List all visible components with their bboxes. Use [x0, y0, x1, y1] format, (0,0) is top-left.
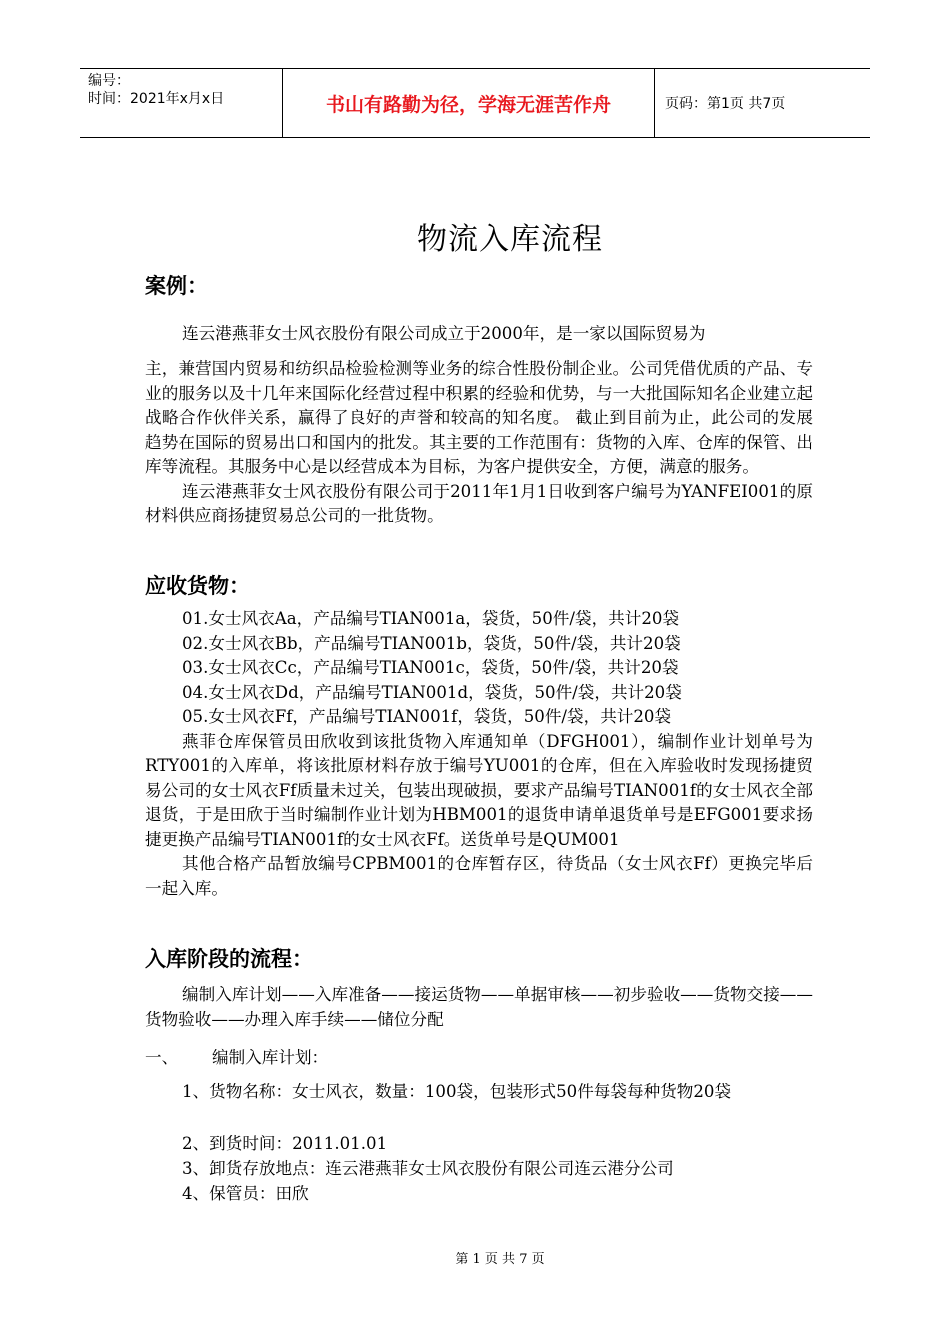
case-paragraph-2: 连云港燕菲女士风衣股份有限公司于2011年1月1日收到客户编号为YANFEI001的原材料供应商扬捷贸易总公司的一批货物。: [145, 481, 813, 525]
header-page-info: 页码：第1页 共7页: [665, 96, 786, 112]
step-1-number: 一、: [145, 1048, 179, 1067]
goods-item: 04.女士风衣Dd，产品编号TIAN001d，袋货，50件/袋，共计20袋: [182, 682, 682, 702]
process-flow: [145, 983, 813, 1032]
plan-item: 4、保管员：田欣: [182, 1184, 309, 1203]
goods-body: [145, 607, 813, 901]
goods-item: 03.女士风衣Cc，产品编号TIAN001c，袋货，50件/袋，共计20袋: [182, 658, 679, 677]
header-motto: 书山有路勤为径，学海无涯苦作舟: [282, 69, 655, 137]
document-number-label: 编号：: [88, 73, 130, 89]
process-flow-text: 编制入库计划——入库准备——接运货物——单据审核——初步验收——货物交接——货物验收——办理入库手续——储位分配: [145, 985, 813, 1029]
page-footer: 第 1 页 共 7 页: [455, 1252, 545, 1267]
goods-item: 01.女士风衣Aa，产品编号TIAN001a，袋货，50件/袋，共计20袋: [182, 609, 680, 628]
goods-item: 02.女士风衣Bb，产品编号TIAN001b，袋货，50件/袋，共计20袋: [182, 633, 681, 653]
process-heading: 入库阶段的流程：: [145, 947, 313, 971]
document-date: 时间：2021年x月x日: [88, 91, 225, 107]
plan-list: [182, 1080, 813, 1105]
goods-paragraph-2: 其他合格产品暂放编号CPBM001的仓库暂存区，待货品（女士风衣Ff）更换完毕后一起入库。: [145, 854, 813, 898]
goods-item: 05.女士风衣Ff，产品编号TIAN001f，袋货，50件/袋，共计20袋: [182, 707, 672, 726]
page-title: 物流入库流程: [417, 222, 603, 257]
case-first-line: 连云港燕菲女士风衣股份有限公司成立于2000年，是一家以国际贸易为: [182, 324, 706, 343]
goods-heading: 应收货物：: [145, 574, 250, 598]
case-body: [145, 357, 813, 529]
plan-item: 2、到货时间：2011.01.01: [182, 1134, 388, 1153]
header-meta: [80, 69, 282, 137]
case-heading: 案例：: [145, 274, 208, 298]
goods-paragraph-1: 燕菲仓库保管员田欣收到该批货物入库通知单（DFGH001），编制作业计划单号为RTY001的入库单，将该批原材料存放于编号YU001的仓库，但在入库验收时发现扬捷贸易公司的女士风衣Ff质量未过关，包装出现破损，要求产品编号TIAN001f的女士风衣全部退货，于是田欣于当时编制作业计划为HBM001的退货申请单退货单号是EFG001要求扬捷更换产品编号TIAN001f的女士风衣Ff。送货单号是QUM001: [145, 731, 813, 849]
case-paragraph: 主，兼营国内贸易和纺织品检验检测等业务的综合性股份制企业。公司凭借优质的产品、专业的服务以及十几年来国际化经营过程中积累的经验和优势，与一大批国际知名企业建立起战略合作伙伴关系，赢得了良好的声誉和较高的知名度。 截止到目前为止，此公司的发展趋势在国际的贸易出口和国内的批发。其主要的工作范围有：货物的入库、仓库的保管、出库等流程。其服务中心是以经营成本为目标，为客户提供安全，方便，满意的服务。: [145, 359, 813, 476]
step-1-title: 编制入库计划：: [212, 1048, 329, 1067]
plan-item: 1、货物名称：女士风衣，数量：100袋，包装形式50件每袋每种货物20袋: [182, 1082, 732, 1101]
header-table: [80, 68, 870, 138]
plan-item: 3、卸货存放地点：连云港燕菲女士风衣股份有限公司连云港分公司: [182, 1159, 674, 1178]
